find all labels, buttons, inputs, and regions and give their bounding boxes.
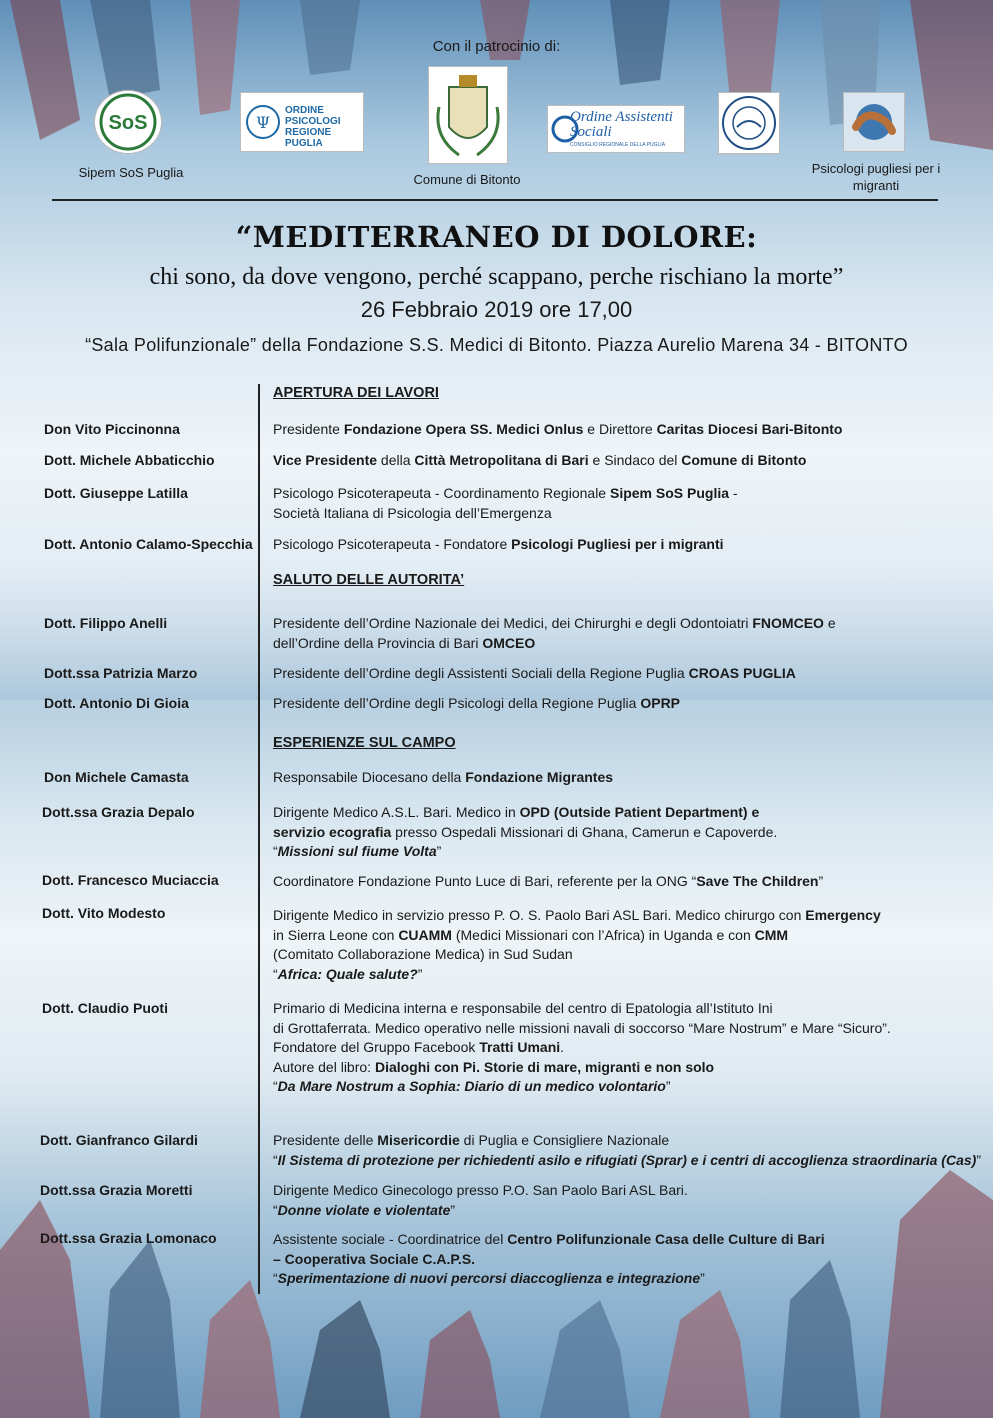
description-line — [273, 664, 963, 684]
ordine-medici-seal — [718, 92, 780, 154]
speaker-name: Dott. Claudio Puoti — [42, 1000, 168, 1016]
speaker-description — [273, 420, 963, 440]
speaker-name: Dott. Giuseppe Latilla — [44, 485, 188, 501]
description-line — [273, 634, 963, 654]
header-divider — [52, 199, 938, 201]
description-text: . — [560, 1039, 565, 1055]
description-line — [273, 823, 963, 843]
description-text: Assistente sociale - Coordinatrice del — [273, 1231, 508, 1247]
description-text: e — [823, 615, 836, 631]
description-text: (Medici Missionari con l’Africa) in Uganda e con — [451, 926, 755, 943]
description-text: Psicologi Pugliesi per i migranti — [511, 536, 724, 552]
description-line — [273, 768, 963, 788]
description-text: Donne violate e violentate — [277, 1201, 451, 1218]
description-text: Dirigente Medico Ginecologo presso P.O. San Paolo Bari ASL Bari. — [273, 1182, 688, 1198]
description-text: Missioni sul fiume Volta — [277, 843, 437, 859]
description-line — [273, 1131, 963, 1151]
description-text: di Grottaferrata. Medico operativo nelle missioni navali di soccorso “Mare Nostrum” e Mare “Sicuro”. — [273, 1019, 891, 1036]
description-text: dell’Ordine della Provincia di Bari — [273, 634, 483, 651]
speaker-name: Dott. Gianfranco Gilardi — [40, 1132, 198, 1148]
description-text: Emergency — [805, 907, 881, 923]
section-apertura: APERTURA DEI LAVORI — [273, 385, 439, 401]
description-line — [273, 1077, 963, 1097]
speaker-name: Dott.ssa Grazia Moretti — [40, 1182, 193, 1198]
ordine-psicologi-text: ORDINE PSICOLOGI REGIONE PUGLIA — [285, 105, 341, 149]
hands-globe-logo — [843, 92, 905, 152]
description-text: Fondazione Opera SS. Medici Onlus — [343, 421, 584, 437]
description-text: Comune di Bitonto — [681, 452, 807, 468]
description-line — [273, 504, 963, 524]
description-text: Presidente — [273, 421, 344, 437]
event-date: 26 Febbraio 2019 ore 17,00 — [360, 297, 633, 322]
description-line — [273, 535, 963, 555]
description-text: Misericordie — [377, 1132, 460, 1148]
description-text: presso Ospedali Missionari di Ghana, Camerun e Capoverde. — [391, 823, 778, 840]
description-text: Città Metropolitana di Bari — [414, 452, 589, 468]
description-text: ” — [450, 1201, 456, 1218]
description-text: ” — [700, 1270, 705, 1286]
speaker-description — [273, 768, 963, 788]
speaker-description — [273, 872, 963, 892]
description-text: Il Sistema di protezione per richiedenti asilo e rifugiati (Sprar) e i centri di accoglienza straordinaria (Cas) — [277, 1151, 977, 1168]
description-text: Responsabile Diocesano della — [273, 769, 466, 785]
description-line — [273, 926, 963, 946]
description-text: Presidente dell’Ordine degli Assistenti Sociali della Regione Puglia — [273, 665, 689, 681]
psicologi-migranti-caption: Psicologi pugliesi per i migranti — [811, 161, 941, 193]
assistenti-sociali-subtext: CONSIGLIO REGIONALE DELLA PUGLIA — [570, 142, 666, 148]
description-text: in Sierra Leone con — [273, 926, 399, 943]
description-line — [273, 1038, 963, 1058]
description-line — [273, 420, 963, 440]
description-text: Presidente delle — [273, 1132, 378, 1148]
description-line — [273, 999, 963, 1019]
patronage-label: Con il patrocinio di: — [432, 38, 561, 55]
description-text: – Cooperativa Sociale C.A.P.S. — [273, 1250, 476, 1267]
section-esperienze: ESPERIENZE SUL CAMPO — [273, 735, 456, 751]
speaker-description — [273, 614, 963, 653]
program-divider — [258, 384, 260, 1294]
description-text: (Comitato Collaborazione Medica) in Sud Sudan — [273, 946, 573, 962]
description-line — [273, 694, 963, 714]
description-line — [273, 614, 963, 634]
description-text: del — [658, 452, 682, 468]
description-text: Autore del libro: — [273, 1058, 375, 1075]
description-line — [273, 1201, 963, 1221]
description-text: Dirigente Medico in servizio presso P. O. S. Paolo Bari ASL Bari. Medico chirurgo con — [273, 907, 806, 923]
description-text: Psicologo Psicoterapeuta - Coordinamento Regionale — [273, 485, 610, 501]
description-text: Centro Polifunzionale Casa delle Culture di Bari — [507, 1231, 825, 1247]
speaker-name: Dott. Francesco Muciaccia — [42, 872, 219, 888]
speaker-description — [273, 664, 963, 684]
speaker-description — [273, 803, 963, 862]
assistenti-sociali-logo — [547, 105, 685, 153]
speaker-description — [273, 1131, 981, 1170]
description-text: di Puglia e Consigliere Nazionale — [459, 1132, 670, 1148]
description-text: Società Italiana di Psicologia dell’Emergenza — [273, 504, 552, 521]
description-text: Save The Children — [696, 873, 819, 889]
description-text: OPRP — [640, 695, 681, 711]
description-line — [273, 1058, 963, 1078]
description-text: Primario di Medicina interna e responsabile del centro di Epatologia all’Istituto Ini — [273, 1000, 773, 1016]
speaker-name: Dott. Vito Modesto — [42, 905, 166, 921]
description-text: Sipem SoS Puglia — [609, 485, 730, 501]
description-text: “ — [273, 1201, 278, 1218]
description-text: e Direttore — [583, 421, 657, 437]
description-line — [273, 1019, 963, 1039]
speaker-name: Dott. Antonio Calamo-Specchia — [44, 536, 253, 552]
event-subtitle: chi sono, da dove vengono, perché scappano, perche rischiano la morte” — [149, 264, 844, 290]
description-text: OPD (Outside Patient Department) e — [519, 804, 760, 820]
speaker-name: Dott.ssa Grazia Lomonaco — [40, 1230, 217, 1246]
description-line — [273, 1181, 963, 1201]
description-text: Tratti Umani — [479, 1039, 561, 1055]
event-venue: “Sala Polifunzionale” della Fondazione S.S. Medici di Bitonto. Piazza Aurelio Marena 34 - BITONTO — [85, 335, 908, 355]
speaker-name: Dott. Antonio Di Gioia — [44, 695, 189, 711]
description-text: ” — [436, 843, 442, 859]
description-text: Sperimentazione di nuovi percorsi diaccoglienza e integrazione — [277, 1270, 701, 1286]
description-text: “ — [273, 965, 278, 982]
speaker-name: Dott.ssa Patrizia Marzo — [44, 665, 198, 681]
description-text: Fondatore del Gruppo Facebook — [273, 1039, 480, 1055]
description-text: CROAS PUGLIA — [688, 665, 796, 681]
speaker-description — [273, 1181, 963, 1220]
bitonto-caption: Comune di Bitonto — [413, 172, 521, 187]
description-line — [273, 945, 963, 965]
description-text: Presidente dell’Ordine degli Psicologi della Regione Puglia — [273, 695, 641, 711]
section-saluto: SALUTO DELLE AUTORITA’ — [273, 572, 465, 588]
description-line — [273, 451, 963, 471]
speaker-name: Dott. Michele Abbaticchio — [44, 452, 215, 468]
description-line — [273, 484, 963, 504]
svg-text:SoS: SoS — [108, 112, 148, 134]
svg-text:Ψ: Ψ — [255, 113, 271, 132]
description-line — [273, 842, 963, 862]
description-text: Vice Presidente — [273, 452, 378, 468]
description-text: Africa: Quale salute? — [277, 965, 418, 982]
description-text: Coordinatore Fondazione Punto Luce di Bari, referente per la ONG “ — [273, 873, 697, 889]
speaker-description — [273, 999, 963, 1097]
description-text: e Sindaco — [588, 452, 659, 468]
description-text: FNOMCEO — [752, 615, 824, 631]
description-text: ” — [417, 965, 423, 982]
description-line — [273, 1230, 963, 1250]
description-text: ” — [976, 1151, 981, 1168]
description-text: Caritas Diocesi Bari-Bitonto — [656, 421, 843, 437]
speaker-description — [273, 484, 963, 523]
description-line — [273, 906, 963, 926]
description-line — [273, 1151, 981, 1171]
event-title: “MEDITERRANEO DI DOLORE: — [235, 220, 758, 254]
description-line — [273, 803, 963, 823]
speaker-description — [273, 694, 963, 714]
assistenti-sociali-text: Ordine Assistenti Sociali — [570, 109, 673, 140]
description-text: Dirigente Medico A.S.L. Bari. Medico in — [273, 804, 520, 820]
sipem-logo — [94, 90, 162, 154]
description-text: Da Mare Nostrum a Sophia: Diario di un medico volontario — [277, 1078, 666, 1094]
speaker-name: Dott. Filippo Anelli — [44, 615, 168, 631]
description-text: della — [377, 452, 415, 468]
description-text: CMM — [754, 926, 789, 943]
description-text: Fondazione Migrantes — [465, 769, 614, 785]
speaker-name: Don Michele Camasta — [44, 769, 189, 785]
description-line — [273, 872, 963, 892]
description-line — [273, 965, 963, 985]
description-text: “ — [273, 1151, 278, 1168]
speaker-name: Dott.ssa Grazia Depalo — [42, 804, 195, 820]
sipem-caption: Sipem SoS Puglia — [78, 165, 184, 180]
description-text: ” — [818, 873, 824, 889]
description-text: CUAMM — [398, 926, 452, 943]
speaker-description — [273, 1230, 963, 1289]
description-text: Presidente dell’Ordine Nazionale dei Medici, dei Chirurghi e degli Odontoiatri — [273, 615, 753, 631]
speaker-name: Don Vito Piccinonna — [44, 421, 180, 437]
coat-of-arms — [428, 66, 508, 164]
speaker-description — [273, 906, 963, 984]
description-line — [273, 1250, 963, 1270]
speaker-description — [273, 535, 963, 555]
ordine-psicologi-logo — [240, 92, 364, 152]
speaker-description — [273, 451, 963, 471]
description-text: Psicologo Psicoterapeuta - Fondatore — [273, 536, 512, 552]
description-text: “ — [273, 843, 278, 859]
description-text: “ — [273, 1270, 278, 1286]
description-text: “ — [273, 1078, 278, 1094]
description-text: OMCEO — [482, 634, 536, 651]
description-text: Dialoghi con Pi. Storie di mare, migranti e non solo — [374, 1058, 715, 1075]
description-line — [273, 1269, 963, 1289]
description-text: ” — [665, 1078, 671, 1094]
description-text: - — [729, 485, 738, 501]
description-text: servizio ecografia — [273, 823, 392, 840]
